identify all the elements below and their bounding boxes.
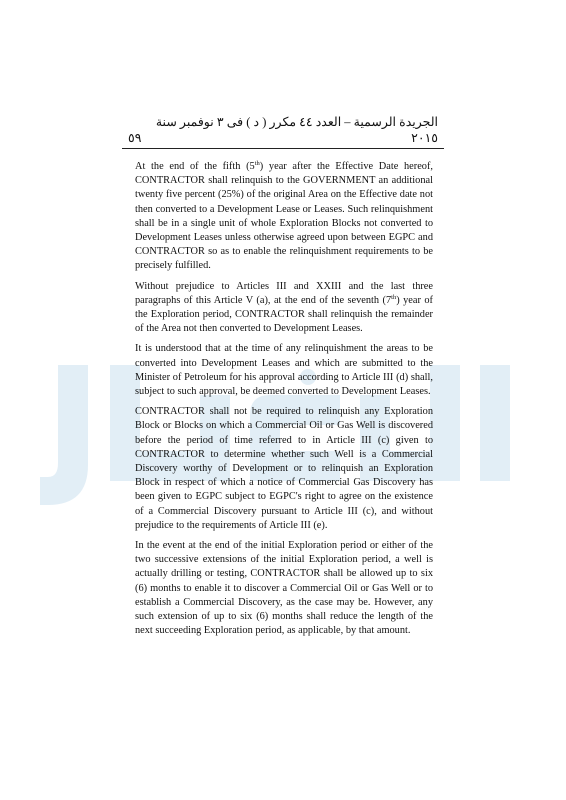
header-divider (122, 148, 444, 149)
ordinal-suffix: th (391, 293, 397, 301)
ordinal-suffix: th (254, 160, 260, 167)
article-body (135, 160, 433, 645)
page-number: ٥٩ (128, 131, 142, 145)
paragraph-text: It is understood that at the time of any relinquishment the areas to be converted into Development Leases and which are submitted to the Minister of Petroleum for his approval according to Article III (d) shall, subject to such approval, be deemed converted to Development Leases. (135, 343, 433, 398)
paragraph-text: In the event at the end of the initial Exploration period or either of the two successive extensions of the initial Exploration period, a well is actually drilling or testing, CONTRACTOR shall be allowed up to six (6) months to enable it to discover a Commercial Oil or Gas Well or to establish a Commercial Discovery, as the case may be. However, any such extension of up to six (6) months shall reduce the length of the next succeeding Exploration period, as applicable, by that amount. (135, 540, 433, 637)
paragraph-text: At the end of the fifth (5 (135, 161, 255, 172)
gazette-title: الجريدة الرسمية – العدد ٤٤ مكرر ( د ) فى ٣ نوفمبر سنة ٢٠١٥ (155, 115, 438, 145)
paragraph-relinquish-seventh-year (135, 280, 433, 337)
paragraph-text-continued: ) year of the Exploration period, CONTRACTOR shall relinquish the remainder of the Area not then converted to Development Leases. (135, 294, 433, 335)
paragraph-relinquish-fifth-year (135, 160, 433, 274)
paragraph-development-leases (135, 342, 433, 399)
paragraph-text: CONTRACTOR shall not be required to relinquish any Exploration Block or Blocks on which a Commercial Oil or Gas Well is discovered before the period of time referred to in Article III (c) given to CONTRACTOR to determine whether such Well is a Commercial Discovery worthy of Development or to relinquish an Exploration Block in respect of which a notice of Commercial Gas Discovery has been given to EGPC subject to EGPC's right to agree on the existence of a Commercial Discovery pursuant to Article III (c), and without prejudice to the requirements of Article III (e). (135, 406, 433, 531)
paragraph-text-continued: ) year after the Effective Date hereof, CONTRACTOR shall relinquish to the GOVERNMENT an additional twenty five percent (25%) of the original Area on the Effective date not then converted to a Development Lease or Leases. Such relinquishment shall be in a single unit of whole Exploration Blocks not converted to Development Leases unless otherwise agreed upon between EGPC and CONTRACTOR so as to enable the relinquishment requirements to be precisely fulfilled. (135, 161, 433, 272)
paragraph-extension (135, 539, 433, 638)
paragraph-commercial-discovery (135, 405, 433, 533)
page-header (128, 115, 438, 146)
paragraph-text: Without prejudice to Articles III and XXIII and the last three paragraphs of this Article V (a), at the end of the seventh (7 (135, 280, 433, 306)
